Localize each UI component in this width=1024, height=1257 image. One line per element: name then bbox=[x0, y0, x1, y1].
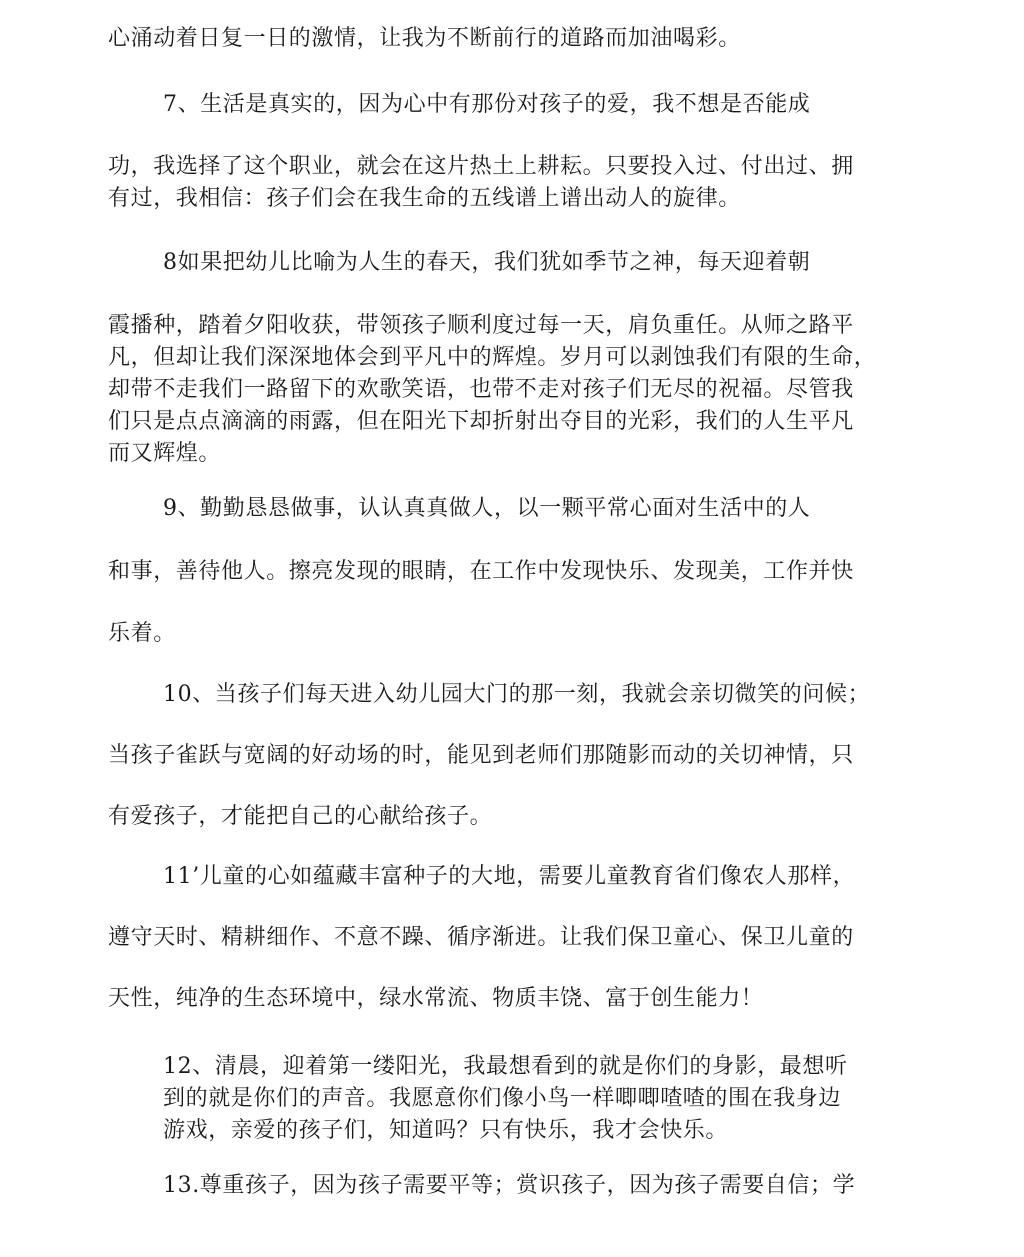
text-line: 到的就是你们的声音。我愿意你们像小鸟一样唧唧喳喳的围在我身边 bbox=[163, 1086, 842, 1111]
text-line: 13.尊重孩子，因为孩子需要平等；赏识孩子，因为孩子需要自信；学 bbox=[163, 1173, 856, 1198]
text-line: 游戏，亲爱的孩子们，知道吗？只有快乐，我才会快乐。 bbox=[163, 1118, 729, 1143]
text-line: 9、勤勤恳恳做事，认认真真做人，以一颗平常心面对生活中的人 bbox=[163, 496, 811, 521]
text-line: 当孩子雀跃与宽阔的好动场的时，能见到老师们那随影而动的关切神情，只 bbox=[108, 743, 854, 768]
text-line: 乐着。 bbox=[108, 621, 176, 646]
text-line: 10、当孩子们每天进入幼儿园大门的那一刻，我就会亲切微笑的问候； bbox=[163, 682, 871, 707]
text-line: 心涌动着日复一日的激情，让我为不断前行的道路而加油喝彩。 bbox=[108, 26, 741, 51]
text-line: 却带不走我们一路留下的欢歌笑语，也带不走对孩子们无尽的祝福。尽管我 bbox=[108, 377, 854, 402]
text-line: 功，我选择了这个职业，就会在这片热土上耕耘。只要投入过、付出过、拥 bbox=[108, 154, 854, 179]
text-line: 凡，但却让我们深深地体会到平凡中的辉煌。岁月可以剥蚀我们有限的生命， bbox=[108, 345, 877, 370]
text-line: 们只是点点滴滴的雨露，但在阳光下却折射出夺目的光彩，我们的人生平凡 bbox=[108, 409, 854, 434]
text-line: 霞播种，踏着夕阳收获，带领孩子顺利度过每一天，肩负重任。从师之路平 bbox=[108, 313, 854, 338]
text-line: 有爱孩子，才能把自己的心献给孩子。 bbox=[108, 804, 493, 829]
text-line: 有过，我相信：孩子们会在我生命的五线谱上谱出动人的旋律。 bbox=[108, 186, 741, 211]
text-line: 遵守天时、精耕细作、不意不躁、循序渐进。让我们保卫童心、保卫儿童的 bbox=[108, 925, 854, 950]
text-line: 11’儿童的心如蕴藏丰富种子的大地，需要儿童教育省们像农人那样， bbox=[163, 864, 856, 889]
text-line: 天性，纯净的生态环境中，绿水常流、物质丰饶、富于创生能力！ bbox=[108, 986, 764, 1011]
text-line: 和事，善待他人。擦亮发现的眼睛，在工作中发现快乐、发现美，工作并快 bbox=[108, 559, 854, 584]
text-line: 7、生活是真实的，因为心中有那份对孩子的爱，我不想是否能成 bbox=[163, 92, 811, 117]
text-line: 而又辉煌。 bbox=[108, 441, 222, 466]
text-line: 8如果把幼儿比喻为人生的春天，我们犹如季节之神，每天迎着朝 bbox=[163, 250, 811, 275]
text-line: 12、清晨，迎着第一缕阳光，我最想看到的就是你们的身影，最想听 bbox=[163, 1054, 848, 1079]
